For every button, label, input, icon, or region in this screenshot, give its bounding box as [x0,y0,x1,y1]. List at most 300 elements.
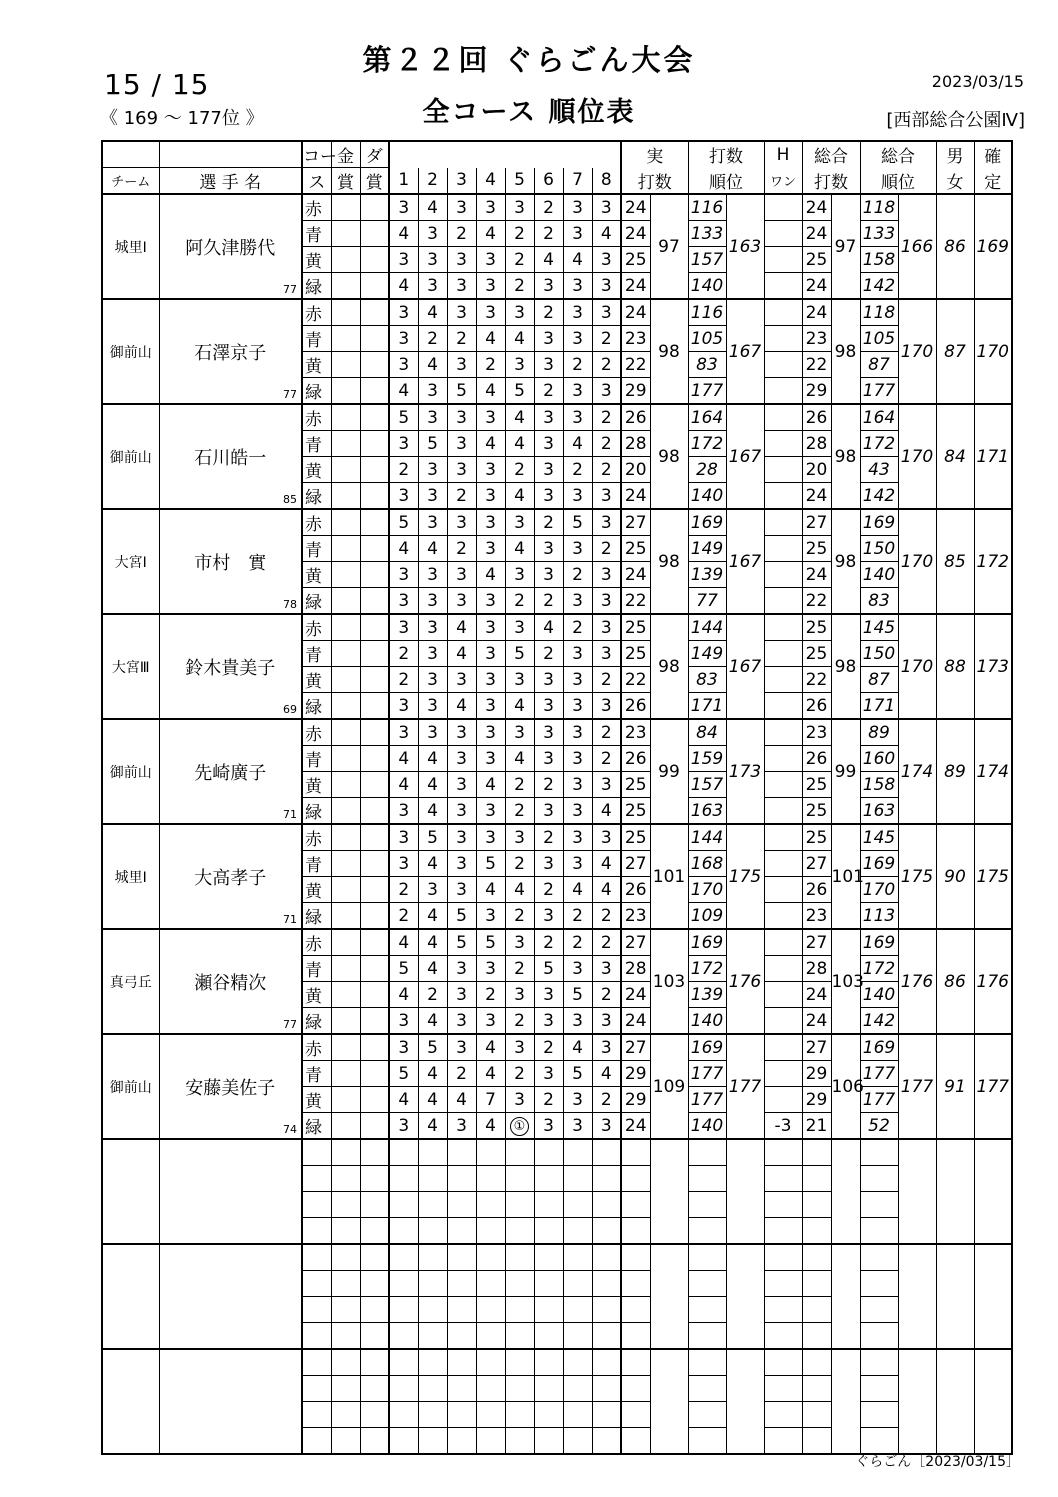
hole-score: 2 [389,903,418,930]
hole-score: 4 [563,247,592,273]
course-rank: 172 [688,431,726,457]
da-prize-cell [360,667,389,693]
da-header-2: 賞 [360,168,389,195]
hole-score: 2 [563,562,592,588]
empty-cell [534,1244,563,1271]
empty-cell [621,1428,650,1455]
empty-cell [476,1218,505,1245]
empty-cell [802,1428,831,1455]
empty-cell [331,1139,360,1166]
empty-cell [974,1139,1012,1244]
empty-cell [621,1402,650,1428]
hole-score: 3 [534,404,563,431]
empty-cell [831,1244,860,1349]
empty-cell [592,1349,621,1376]
hole-score: 4 [418,929,447,956]
empty-cell [860,1192,898,1218]
empty-cell [389,1244,418,1271]
gold-prize-cell [331,1087,360,1113]
score-row [102,719,1056,746]
empty-cell [418,1349,447,1376]
empty-cell [621,1166,650,1192]
hole-score: 3 [476,956,505,982]
hole-score: 3 [534,1008,563,1035]
da-prize-cell [360,746,389,772]
course-sum: 23 [621,719,650,746]
course-sum: 27 [621,851,650,877]
da-prize-cell [360,1113,389,1140]
hole-score: 5 [505,378,534,405]
gender-rank: 86 [936,929,974,1034]
gold-prize-cell [331,903,360,930]
course-label: 赤 [302,719,331,746]
course-rank: 116 [688,299,726,326]
empty-cell [476,1139,505,1166]
total-course-rank: 172 [860,431,898,457]
score-row [102,509,1056,536]
gold-prize-cell [331,404,360,431]
course-rank: 28 [688,457,726,483]
total-course-rank: 52 [860,1113,898,1140]
empty-cell [505,1271,534,1297]
empty-cell [860,1402,898,1428]
hole-score: 2 [592,929,621,956]
hole-score: 5 [447,378,476,405]
empty-cell [688,1139,726,1166]
hole-score: 3 [447,457,476,483]
hole-in-one-bonus [764,719,802,746]
empty-cell [389,1349,418,1376]
course-sum: 22 [621,588,650,615]
hole-score: 2 [592,352,621,378]
empty-cell [563,1297,592,1323]
hole-score: 2 [534,824,563,851]
hole-score: 3 [534,562,563,588]
empty-cell [534,1192,563,1218]
hole-score: 2 [389,457,418,483]
empty-cell [621,1244,650,1271]
actual-strokes: 98 [650,614,688,719]
gold-prize-cell [331,326,360,352]
empty-row [102,1244,1056,1271]
hole-score: 3 [418,457,447,483]
hole-score: 2 [592,1087,621,1113]
course-sum: 28 [621,431,650,457]
actual-strokes: 98 [650,509,688,614]
course-sum: 25 [621,824,650,851]
hole-score: 3 [447,273,476,300]
empty-player [159,1244,302,1349]
hole-score: 4 [476,772,505,798]
da-prize-cell [360,1087,389,1113]
empty-cell [802,1139,831,1166]
hole-score: 3 [418,378,447,405]
course-sum: 29 [621,1061,650,1087]
empty-cell [802,1192,831,1218]
hole-score: 3 [389,194,418,221]
course-label: 青 [302,746,331,772]
score-row [102,614,1056,641]
hole-score: 3 [534,903,563,930]
hole-score: 3 [592,693,621,720]
gold-prize-cell [331,824,360,851]
course-rank: 144 [688,614,726,641]
hole-score: 4 [505,536,534,562]
hole-score: 5 [563,1061,592,1087]
empty-cell [476,1192,505,1218]
team-name: 御前山 [102,1034,159,1139]
total-rank: 174 [898,719,936,824]
da-prize-cell [360,903,389,930]
total-course-rank: 140 [860,982,898,1008]
empty-team [102,1349,159,1454]
da-prize-cell [360,378,389,405]
hole-score: 4 [447,1087,476,1113]
total-course-sum: 24 [802,221,831,247]
hole-score: 3 [563,326,592,352]
hole-score: 3 [534,851,563,877]
total-rank-header-2: 順位 [860,168,936,195]
player-name [159,194,302,299]
hole-in-one-bonus [764,352,802,378]
empty-cell [505,1139,534,1166]
course-label: 黄 [302,667,331,693]
player-age: 74 [283,1123,297,1136]
total-course-sum: 28 [802,956,831,982]
total-strokes: 98 [831,509,860,614]
course-rank: 77 [688,588,726,615]
empty-cell [592,1271,621,1297]
total-strokes: 98 [831,404,860,509]
total-rank: 170 [898,404,936,509]
hole-score: 3 [505,509,534,536]
hole-score: 2 [563,352,592,378]
total-course-sum: 25 [802,772,831,798]
hole-score: 3 [505,929,534,956]
hole-in-one-bonus [764,431,802,457]
hole-score: 4 [418,903,447,930]
empty-cell [860,1271,898,1297]
hole-score: 4 [534,614,563,641]
hole-score: 3 [389,352,418,378]
hole-in-one-bonus [764,982,802,1008]
gender-rank: 86 [936,194,974,299]
empty-cell [563,1323,592,1350]
empty-cell [764,1192,802,1218]
empty-cell [331,1349,360,1376]
empty-cell [389,1192,418,1218]
course-label: 青 [302,956,331,982]
empty-cell [534,1376,563,1402]
hole-score: 2 [592,404,621,431]
gold-prize-cell [331,667,360,693]
hole-score: 4 [389,982,418,1008]
hole-score: 3 [592,956,621,982]
team-header-blank [102,141,159,168]
course-sum: 27 [621,509,650,536]
hole-score: 3 [447,798,476,825]
empty-cell [302,1349,331,1376]
stroke-rank: 176 [726,929,764,1034]
hole-score: 4 [505,693,534,720]
empty-cell [592,1428,621,1455]
hole-score: 3 [505,824,534,851]
empty-cell [621,1323,650,1350]
course-sum: 29 [621,378,650,405]
hole-score: 3 [592,1008,621,1035]
hole-score: 3 [389,326,418,352]
empty-cell [802,1323,831,1350]
hole-score: 3 [534,693,563,720]
hole-score: 3 [476,746,505,772]
empty-cell [860,1297,898,1323]
hole-score: 3 [505,562,534,588]
hole-score: 4 [505,746,534,772]
hole-score: 2 [447,1061,476,1087]
player-name-text: 大高孝子 [194,867,267,889]
course-label: 黄 [302,1087,331,1113]
final-rank: 169 [974,194,1012,299]
empty-cell [974,1244,1012,1349]
player-name-text: 鈴木貴美子 [185,657,276,679]
gold-prize-cell [331,352,360,378]
hole-score: 2 [592,746,621,772]
total-strokes: 99 [831,719,860,824]
player-name-text: 市村 實 [194,552,267,574]
player-name [159,824,302,929]
empty-cell [389,1376,418,1402]
empty-cell [447,1349,476,1376]
gold-prize-cell [331,614,360,641]
hole-in-one-bonus [764,798,802,825]
hole-score: 2 [534,929,563,956]
gold-prize-cell [331,378,360,405]
course-rank: 164 [688,404,726,431]
gold-prize-cell [331,588,360,615]
total-course-sum: 24 [802,299,831,326]
player-name-text: 阿久津勝代 [185,237,276,259]
empty-cell [563,1376,592,1402]
empty-cell [802,1376,831,1402]
empty-cell [505,1349,534,1376]
hole-score: 3 [447,352,476,378]
hole-score: 4 [563,1034,592,1061]
empty-cell [802,1297,831,1323]
empty-cell [688,1323,726,1350]
course-sum: 23 [621,326,650,352]
da-prize-cell [360,509,389,536]
hole-score: 3 [447,588,476,615]
empty-cell [650,1349,688,1454]
gold-prize-cell [331,798,360,825]
hole-score: 2 [447,326,476,352]
empty-cell [447,1139,476,1166]
hole-in-one-bonus [764,1061,802,1087]
hole-score: 3 [563,483,592,510]
hole-score: 3 [389,299,418,326]
hole-score: 4 [447,693,476,720]
course-label: 黄 [302,457,331,483]
hole-in-one-bonus [764,536,802,562]
event-date: 2023/03/15 [931,72,1024,91]
hole-in-one-bonus [764,772,802,798]
course-label: 赤 [302,299,331,326]
hole-score: 3 [563,588,592,615]
hole-score: 4 [418,956,447,982]
empty-cell [764,1323,802,1350]
hole-score: 2 [505,903,534,930]
course-rank: 170 [688,877,726,903]
gender-header: 男 [936,141,974,168]
hole-in-one-bonus [764,562,802,588]
hole-score: 2 [563,929,592,956]
player-name-text: 先崎廣子 [194,762,267,784]
empty-cell [418,1166,447,1192]
hole-score: 3 [505,614,534,641]
empty-cell [505,1166,534,1192]
da-prize-cell [360,982,389,1008]
hole-score: 3 [389,798,418,825]
course-label: 青 [302,221,331,247]
hole-score: 3 [563,719,592,746]
total-rank: 176 [898,929,936,1034]
hole-score: 5 [476,851,505,877]
total-header-2: 打数 [802,168,860,195]
hole-score: 3 [534,982,563,1008]
total-course-sum: 24 [802,562,831,588]
empty-cell [331,1166,360,1192]
total-course-sum: 29 [802,378,831,405]
empty-cell [505,1297,534,1323]
team-name: 城里Ⅰ [102,194,159,299]
gold-prize-cell [331,1034,360,1061]
empty-cell [505,1244,534,1271]
hole-score: 3 [476,824,505,851]
course-sum: 24 [621,1113,650,1140]
hole-score: 3 [447,772,476,798]
total-course-sum: 23 [802,719,831,746]
hole-score: 3 [418,509,447,536]
empty-cell [802,1271,831,1297]
empty-cell [831,1139,860,1244]
hole-score: 3 [592,483,621,510]
hole-score: 3 [389,247,418,273]
empty-cell [447,1376,476,1402]
da-prize-cell [360,719,389,746]
total-rank: 175 [898,824,936,929]
hole-score: 3 [534,431,563,457]
hole-score: 3 [563,641,592,667]
course-rank: 83 [688,352,726,378]
total-course-rank: 177 [860,378,898,405]
empty-cell [476,1402,505,1428]
hole-score: 5 [534,956,563,982]
empty-cell [447,1402,476,1428]
course-label: 赤 [302,929,331,956]
gold-prize-cell [331,1008,360,1035]
hole-score: 2 [563,903,592,930]
hole-score: 4 [389,772,418,798]
empty-cell [302,1244,331,1271]
stroke-rank-header-2: 順位 [688,168,764,195]
da-prize-cell [360,929,389,956]
hole-in-one-bonus [764,588,802,615]
gold-prize-cell [331,851,360,877]
empty-cell [688,1349,726,1376]
course-sum: 24 [621,982,650,1008]
hole-score: 3 [389,1008,418,1035]
final-header-2: 定 [974,168,1012,195]
empty-cell [505,1192,534,1218]
empty-cell [802,1218,831,1245]
hole-in-one-bonus [764,614,802,641]
hole-score: 3 [592,247,621,273]
hole-header-1: 1 [389,168,418,195]
hole-score: 2 [505,221,534,247]
hole-score: 3 [505,299,534,326]
hole-score: 4 [505,483,534,510]
hole-header-5: 5 [505,168,534,195]
empty-cell [650,1139,688,1244]
empty-cell [898,1349,936,1454]
course-rank: 116 [688,194,726,221]
actual-strokes: 109 [650,1034,688,1139]
course-rank: 83 [688,667,726,693]
hole-score: 3 [389,719,418,746]
hole-score: 4 [418,1061,447,1087]
empty-cell [860,1218,898,1245]
hole-score: 3 [563,1113,592,1140]
hole-in-one-bonus [764,851,802,877]
da-prize-cell [360,772,389,798]
course-rank: 177 [688,1061,726,1087]
hole-score: 2 [592,536,621,562]
course-label: 赤 [302,404,331,431]
hole-in-one-bonus [764,247,802,273]
rank-range: 《 169 ～ 177位 》 [100,108,264,129]
hole-score: 3 [389,588,418,615]
total-course-rank: 145 [860,614,898,641]
empty-cell [563,1139,592,1166]
h-header-2: ワン [764,168,802,195]
da-prize-cell [360,956,389,982]
total-course-rank: 113 [860,903,898,930]
hole-score: 3 [447,299,476,326]
total-course-rank: 160 [860,746,898,772]
hole-score: 2 [534,221,563,247]
course-sum: 29 [621,1087,650,1113]
da-prize-cell [360,194,389,221]
empty-cell [621,1139,650,1166]
hole-score: 3 [418,719,447,746]
hole-score: 3 [476,404,505,431]
course-label: 青 [302,536,331,562]
empty-cell [505,1402,534,1428]
hole-in-one-bonus [764,929,802,956]
player-age: 77 [283,388,297,401]
player-header-blank [159,141,302,168]
empty-cell [476,1323,505,1350]
empty-cell [898,1244,936,1349]
hole-header-8: 8 [592,168,621,195]
hole-score: 2 [505,273,534,300]
total-course-rank: 87 [860,667,898,693]
empty-cell [476,1428,505,1455]
empty-cell [447,1323,476,1350]
empty-cell [688,1402,726,1428]
total-course-sum: 26 [802,877,831,903]
actual-strokes: 103 [650,929,688,1034]
